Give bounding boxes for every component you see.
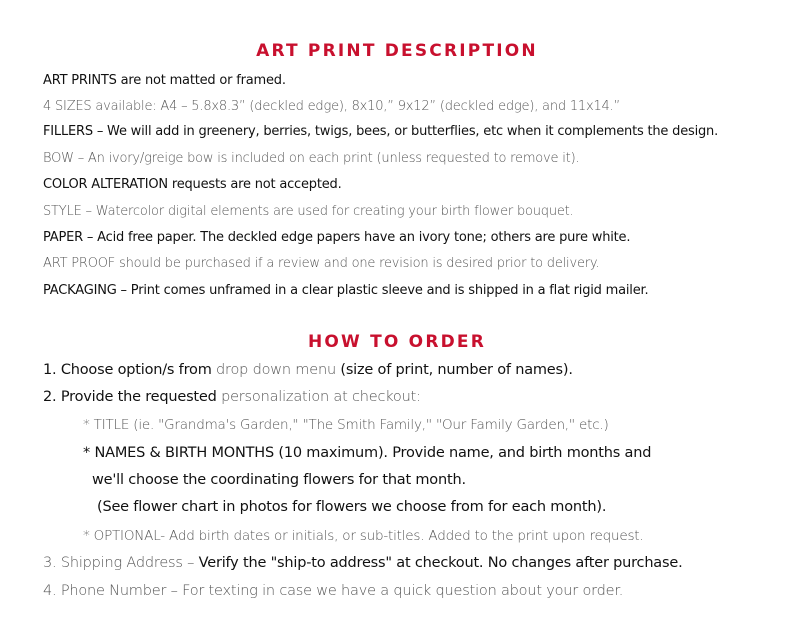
description-line-packaging: PACKAGING – Print comes unframed in a clear plastic sleeve and is shipped in a flat rigid mailer. [43, 283, 649, 298]
order-step-3 [43, 555, 682, 571]
order-sub-names-2: we'll choose the coordinating flowers for that month. [92, 472, 466, 488]
description-line-bow: BOW – An ivory/greige bow is included on each print (unless requested to remove it). [43, 151, 580, 166]
description-line-fillers: FILLERS – We will add in greenery, berries, twigs, bees, or butterflies, etc when it complements the design. [43, 124, 718, 139]
order-step-1-text: 1. Choose option/s from [43, 362, 217, 378]
order-step-2 [43, 389, 421, 405]
description-line-framing: ART PRINTS are not matted or framed. [43, 73, 286, 88]
order-step-1-dropdown-text: drop down menu [216, 362, 336, 378]
order-sub-names-3: (See flower chart in photos for flowers we choose from for each month). [97, 499, 607, 515]
order-sub-title: * TITLE (ie. "Grandma's Garden," "The Smith Family," "Our Family Garden," etc.) [83, 417, 609, 433]
order-step-1-detail: (size of print, number of names). [335, 362, 573, 378]
order-step-2-text: 2. Provide the requested [43, 389, 222, 405]
description-line-style: STYLE – Watercolor digital elements are used for creating your birth flower bouquet. [43, 204, 574, 219]
order-step-4: 4. Phone Number – For texting in case we have a quick question about your order. [43, 583, 624, 599]
order-sub-names-1: * NAMES & BIRTH MONTHS (10 maximum). Provide name, and birth months and [83, 445, 652, 461]
art-print-description-heading: ART PRINT DESCRIPTION [256, 41, 538, 61]
description-line-sizes: 4 SIZES available: A4 – 5.8x8.3” (deckled edge), 8x10,” 9x12” (deckled edge), and 11x14.” [43, 99, 621, 114]
order-step-3-label: 3. Shipping Address – [43, 555, 199, 571]
description-line-color-alteration: COLOR ALTERATION requests are not accepted. [43, 177, 342, 192]
order-step-2-personalization: personalization at checkout: [221, 389, 421, 405]
order-sub-optional: * OPTIONAL- Add birth dates or initials, or sub-titles. Added to the print upon request. [83, 528, 644, 544]
description-line-paper: PAPER – Acid free paper. The deckled edge papers have an ivory tone; others are pure white. [43, 230, 631, 245]
order-step-1 [43, 362, 573, 378]
description-line-art-proof: ART PROOF should be purchased if a review and one revision is desired prior to delivery. [43, 256, 600, 271]
how-to-order-heading: HOW TO ORDER [307, 332, 487, 352]
order-step-3-detail: Verify the "ship-to address" at checkout. No changes after purchase. [198, 555, 683, 571]
